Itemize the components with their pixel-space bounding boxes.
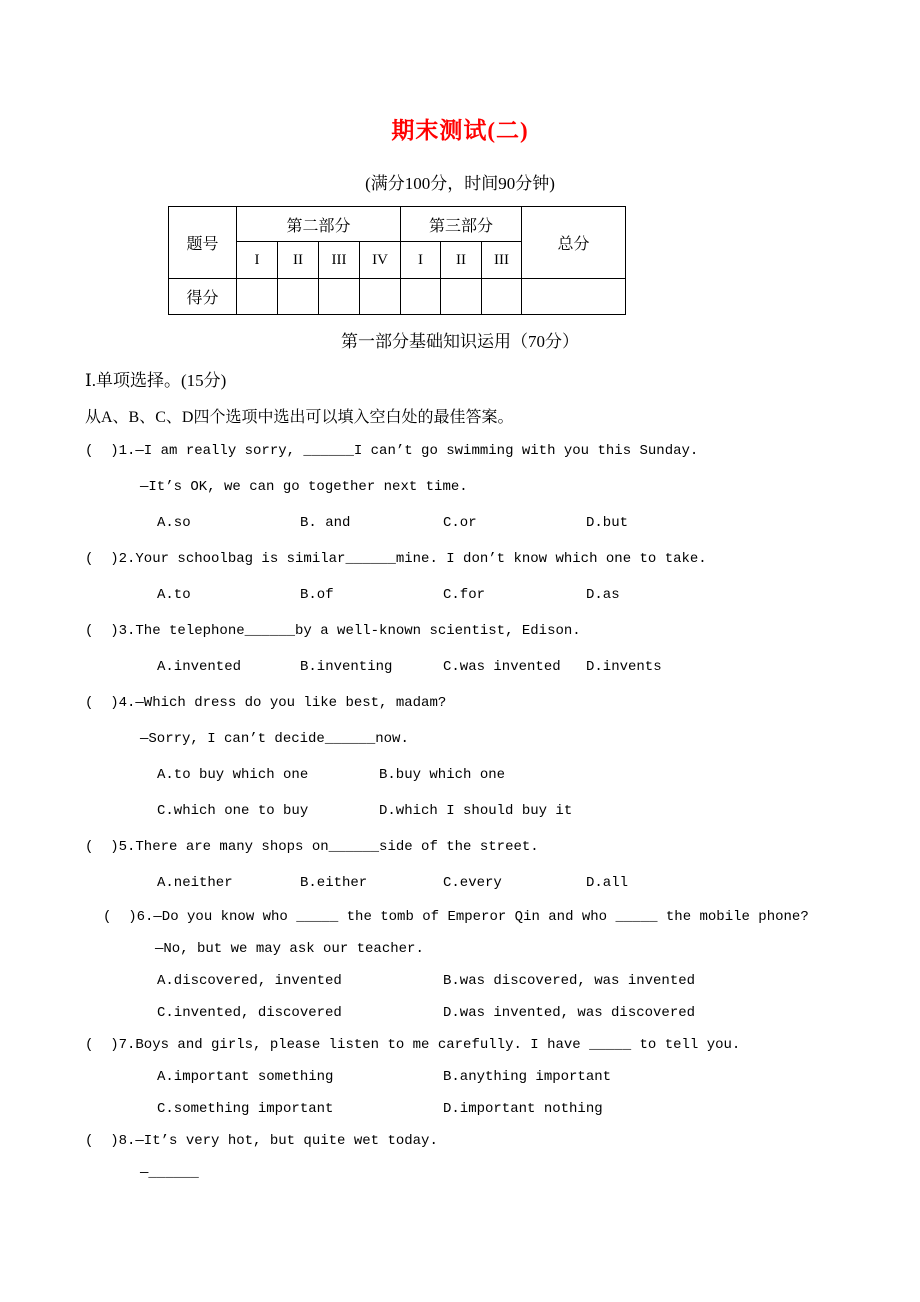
score-cell [237,279,278,315]
question-list [85,433,920,1189]
score-table-header-question-number: 题号 [169,207,237,279]
option-d: D.invents [586,659,662,675]
option-c: C.was invented [443,659,561,675]
score-cell [482,279,522,315]
score-table-header-total: 总分 [522,207,626,279]
question-4-options-row-1 [85,757,920,793]
option-a: A.neither [157,875,233,891]
score-table-part2-col-3: III [319,242,360,279]
option-a: A.to buy which one [157,767,309,783]
score-table-part3-col-3: III [482,242,522,279]
score-table [168,206,626,315]
question-4 [85,685,920,829]
question-5-text: ( )5.There are many shops on______side of the street. [85,839,539,855]
question-3 [85,613,920,685]
option-b: B. and [300,515,351,531]
question-7-options-row-2 [85,1093,920,1125]
option-d: D.was invented, was discovered [443,1005,696,1021]
question-2-options [85,577,920,613]
option-d: D.important nothing [443,1101,603,1117]
question-4-options-row-2 [85,793,920,829]
option-c: C.something important [157,1101,334,1117]
score-table-part3-col-2: II [441,242,482,279]
question-2-text: ( )2.Your schoolbag is similar______mine. I don’t know which one to take. [85,551,707,567]
score-table-header-part2: 第二部分 [237,207,401,242]
question-5-options [85,865,920,901]
instruction-text: 从A、B、C、D四个选项中选出可以填入空白处的最佳答案。 [85,409,514,426]
option-b: B.either [300,875,368,891]
option-a: A.invented [157,659,242,675]
part-title: Ⅰ.单项选择。(15分) [85,371,227,390]
option-c: C.for [443,587,486,603]
question-3-text: ( )3.The telephone______by a well-known scientist, Edison. [85,623,581,639]
question-5 [85,829,920,901]
question-1 [85,433,920,541]
option-b: B.buy which one [379,767,506,783]
option-d: D.but [586,515,629,531]
option-b: B.anything important [443,1069,612,1085]
score-table-header-part3: 第三部分 [401,207,522,242]
question-4-reply: —Sorry, I can’t decide______now. [140,731,409,747]
question-1-text: ( )1.—I am really sorry, ______I can’t go swimming with you this Sunday. [85,443,699,459]
question-8 [85,1125,920,1189]
option-c: C.which one to buy [157,803,309,819]
option-c: C.or [443,515,477,531]
score-table-part2-col-2: II [278,242,319,279]
option-d: D.which I should buy it [379,803,573,819]
option-a: A.so [157,515,191,531]
option-d: D.all [586,875,629,891]
question-8-text: ( )8.—It’s very hot, but quite wet today. [85,1133,438,1149]
question-7-options-row-1 [85,1061,920,1093]
question-2 [85,541,920,613]
option-a: A.discovered, invented [157,973,342,989]
option-c: C.every [443,875,502,891]
score-table-part2-col-1: I [237,242,278,279]
question-1-options [85,505,920,541]
score-table-part3-col-1: I [401,242,441,279]
page-subtitle: (满分100分，时间90分钟) [365,174,555,193]
score-cell [360,279,401,315]
question-6-options-row-1 [85,965,920,997]
question-8-reply: —______ [140,1165,199,1181]
section-header: 第一部分基础知识运用（70分） [341,332,579,351]
question-4-text: ( )4.—Which dress do you like best, madam? [85,695,447,711]
question-6-reply: —No, but we may ask our teacher. [155,941,424,957]
score-table-part2-col-4: IV [360,242,401,279]
option-a: A.to [157,587,191,603]
question-6-text: ( )6.—Do you know who _____ the tomb of Emperor Qin and who _____ the mobile phone? [103,909,809,925]
score-table-row-score-label: 得分 [169,279,237,315]
page-title: 期末测试(二) [391,118,529,143]
score-cell [319,279,360,315]
score-cell-total [522,279,626,315]
option-b: B.of [300,587,334,603]
score-cell [278,279,319,315]
question-3-options [85,649,920,685]
question-6-options-row-2 [85,997,920,1029]
option-a: A.important something [157,1069,334,1085]
option-b: B.inventing [300,659,393,675]
question-1-reply: —It’s OK, we can go together next time. [140,479,468,495]
question-7 [85,1029,920,1125]
score-cell [401,279,441,315]
question-7-text: ( )7.Boys and girls, please listen to me carefully. I have _____ to tell you. [85,1037,741,1053]
option-b: B.was discovered, was invented [443,973,696,989]
option-c: C.invented, discovered [157,1005,342,1021]
option-d: D.as [586,587,620,603]
score-cell [441,279,482,315]
question-6 [85,901,920,1029]
